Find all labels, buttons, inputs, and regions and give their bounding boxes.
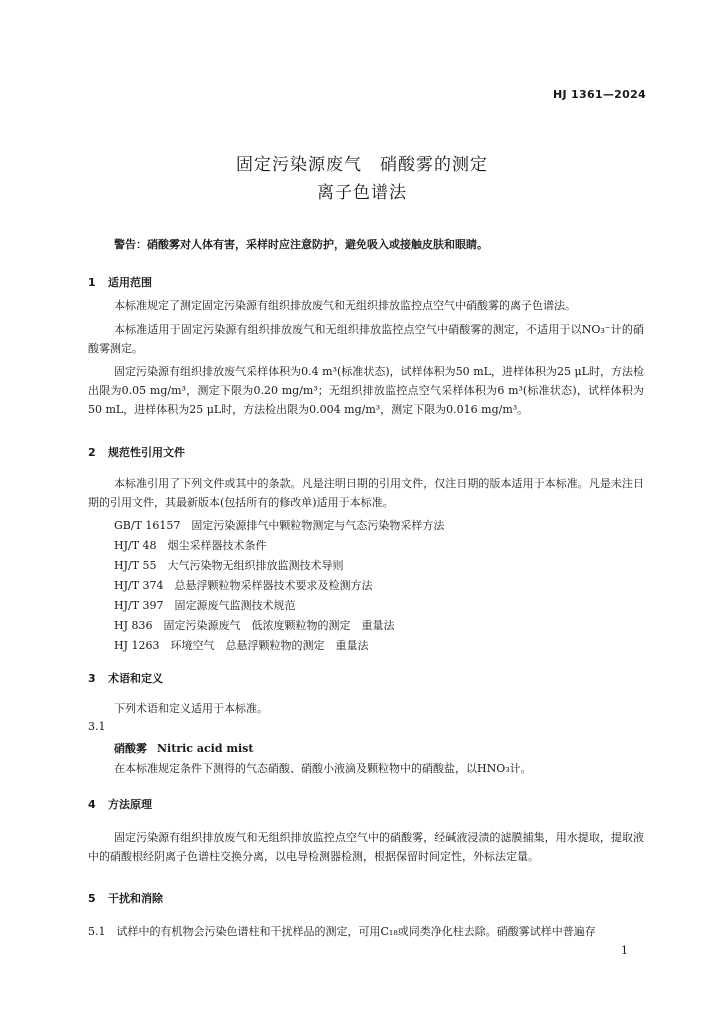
subsection-number: 3.1 <box>88 720 106 733</box>
sec5-para-1: 5.1 试样中的有机物会污染色谱柱和干扰样品的测定，可用C₁₈或同类净化柱去除。硝酸雾试样中普遍存 <box>88 925 596 938</box>
reference-item: GB/T 16157 固定污染源排气中颗粒物测定与气态污染物采样方法 <box>114 519 445 532</box>
term-definition: 在本标准规定条件下测得的气态硝酸、硝酸小液滴及颗粒物中的硝酸盐，以HNO₃计。 <box>114 762 532 775</box>
reference-item: HJ/T 48 烟尘采样器技术条件 <box>114 539 267 552</box>
reference-item: HJ/T 374 总悬浮颗粒物采样器技术要求及检测方法 <box>114 579 373 592</box>
section-number: 1 <box>88 276 96 289</box>
section-number: 2 <box>88 446 96 459</box>
section-number: 3 <box>88 672 96 685</box>
section-1-heading <box>88 274 152 290</box>
section-title: 方法原理 <box>108 798 152 811</box>
sec2-para-1: 本标准引用了下列文件或其中的条款。凡是注明日期的引用文件，仅注日期的版本适用于本标准。凡是未注日期的引用文件，其最新版本(包括所有的修改单)适用于本标准。 <box>88 477 644 509</box>
section-title: 适用范围 <box>108 276 152 289</box>
section-5-heading <box>88 890 163 906</box>
doc-subtitle: 离子色谱法 <box>317 183 407 203</box>
section-2-heading <box>88 444 185 460</box>
reference-item: HJ 1263 环境空气 总悬浮颗粒物的测定 重量法 <box>114 639 369 652</box>
standard-code: HJ 1361—2024 <box>553 88 646 101</box>
sec1-para-1: 本标准规定了测定固定污染源有组织排放废气和无组织排放监控点空气中硝酸雾的离子色谱法。 <box>114 299 576 312</box>
reference-item: HJ/T 397 固定源废气监测技术规范 <box>114 599 296 612</box>
page-number: 1 <box>621 944 628 957</box>
section-title: 规范性引用文件 <box>108 446 185 459</box>
section-number: 5 <box>88 892 96 905</box>
section-title: 术语和定义 <box>108 672 163 685</box>
warning-text: 警告：硝酸雾对人体有害，采样时应注意防护，避免吸入或接触皮肤和眼睛。 <box>114 238 488 251</box>
term-english: Nitric acid mist <box>157 742 254 755</box>
section-number: 4 <box>88 798 96 811</box>
reference-item: HJ 836 固定污染源废气 低浓度颗粒物的测定 重量法 <box>114 619 395 632</box>
term-chinese: 硝酸雾 <box>114 742 147 755</box>
section-title: 干扰和消除 <box>108 892 163 905</box>
sec1-para-2: 本标准适用于固定污染源有组织排放废气和无组织排放监控点空气中硝酸雾的测定，不适用于以NO₃⁻计的硝酸雾测定。 <box>88 323 644 355</box>
term-entry <box>114 740 253 756</box>
section-4-heading <box>88 796 152 812</box>
section-3-heading <box>88 670 163 686</box>
reference-item: HJ/T 55 大气污染物无组织排放监测技术导则 <box>114 559 344 572</box>
sec1-para-3: 固定污染源有组织排放废气采样体积为0.4 m³(标准状态)，试样体积为50 mL，进样体积为25 μL时，方法检出限为0.05 mg/m³，测定下限为0.20 mg/m³；无组织排放监控点空气采样体积为6 m³(标准状态)，试样体积为50 mL，进样体积为25 μL时，方法检出限为0.004 mg/m³，测定下限为0.016 mg/m³。 <box>88 365 644 416</box>
doc-title: 固定污染源废气 硝酸雾的测定 <box>236 155 488 175</box>
sec4-para-1: 固定污染源有组织排放废气和无组织排放监控点空气中的硝酸雾，经碱液浸渍的滤膜捕集，用水提取，提取液中的硝酸根经阴离子色谱柱交换分离，以电导检测器检测，根据保留时间定性，外标法定量。 <box>88 831 644 863</box>
sec3-para-1: 下列术语和定义适用于本标准。 <box>114 702 268 715</box>
